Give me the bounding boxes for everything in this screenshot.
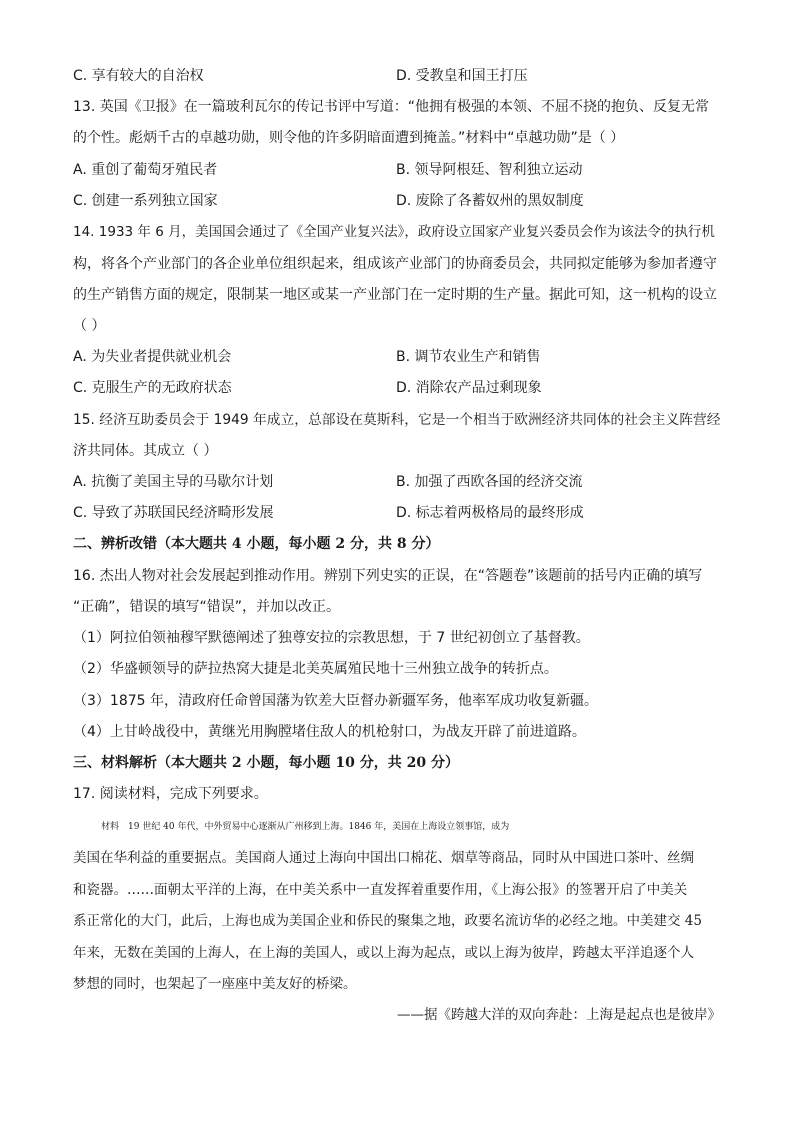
q17-material-line2: 美国在华利益的重要据点。美国商人通过上海向中国出口棉花、烟草等商品，同时从中国进口茶叶、丝绸 bbox=[73, 850, 694, 866]
q13-option-b: B. 领导阿根廷、智利独立运动 bbox=[396, 162, 583, 178]
q12-option-c: C. 享有较大的自治权 bbox=[73, 68, 204, 84]
q14-option-a: A. 为失业者提供就业机会 bbox=[73, 349, 232, 365]
q14-option-d: D. 消除农产品过剩现象 bbox=[396, 380, 542, 396]
q15-option-d: D. 标志着两极格局的最终形成 bbox=[396, 505, 584, 521]
q13-option-a: A. 重创了葡萄牙殖民者 bbox=[73, 162, 218, 178]
q17-material-line6: 梦想的同时，也架起了一座座中美友好的桥梁。 bbox=[73, 976, 357, 992]
q13-option-d: D. 废除了各蓄奴州的黑奴制度 bbox=[396, 193, 584, 209]
q17-stem: 17. 阅读材料，完成下列要求。 bbox=[73, 786, 268, 802]
section2-heading: 二、辨析改错（本大题共 4 小题，每小题 2 分，共 8 分） bbox=[73, 536, 440, 552]
q16-item-1: （1）阿拉伯领袖穆罕默德阐述了独尊安拉的宗教思想，于 7 世纪初创立了基督教。 bbox=[73, 630, 590, 646]
q15-option-b: B. 加强了西欧各国的经济交流 bbox=[396, 474, 583, 490]
q12-option-d: D. 受教皇和国王打压 bbox=[396, 68, 528, 84]
q13-option-c: C. 创建一系列独立国家 bbox=[73, 193, 218, 209]
q17-material-source: ——据《跨越大洋的双向奔赴：上海是起点也是彼岸》 bbox=[397, 1007, 721, 1023]
q14-option-c: C. 克服生产的无政府状态 bbox=[73, 380, 232, 396]
q14-stem-line3: 的生产销售方面的规定，限制某一地区或某一产业部门在一定时期的生产量。据此可知，这一机构的设立 bbox=[73, 287, 717, 303]
q14-option-b: B. 调节农业生产和销售 bbox=[396, 349, 541, 365]
q15-stem-line2: 济共同体。其成立（ ） bbox=[73, 443, 218, 459]
q14-stem-line4: （ ） bbox=[73, 318, 106, 334]
q15-option-c: C. 导致了苏联国民经济畸形发展 bbox=[73, 505, 274, 521]
q16-item-3: （3）1875 年，清政府任命曾国藩为钦差大臣督办新疆军务，他率军成功收复新疆。 bbox=[73, 693, 598, 709]
q16-stem-line1: 16. 杰出人物对社会发展起到推动作用。辨别下列史实的正误，在“答题卷”该题前的括号内正确的填写 bbox=[73, 568, 703, 584]
q17-material-line4: 系正常化的大门，此后，上海也成为美国企业和侨民的聚集之地，政要名流访华的必经之地。中美建交 45 bbox=[73, 913, 702, 929]
q16-item-2: （2）华盛顿领导的萨拉热窝大捷是北美英属殖民地十三州独立战争的转折点。 bbox=[73, 661, 558, 677]
q14-stem-line1: 14. 1933 年 6 月，美国国会通过了《全国产业复兴法》，政府设立国家产业复兴委员会作为该法令的执行机 bbox=[73, 224, 715, 240]
q13-stem-line2: 的个性。彪炳千古的卓越功勋，则令他的许多阴暗面遭到掩盖。”材料中“卓越功勋”是（ ） bbox=[73, 130, 625, 146]
q15-option-a: A. 抗衡了美国主导的马歇尔计划 bbox=[73, 474, 274, 490]
q17-material-line1: 材料 19 世纪 40 年代，中外贸易中心逐渐从广州移到上海。1846 年，美国在上海设立领事馆，成为 bbox=[101, 822, 510, 832]
section3-heading: 三、材料解析（本大题共 2 小题，每小题 10 分，共 20 分） bbox=[73, 755, 459, 771]
q17-material-line3: 和瓷器。……面朝太平洋的上海，在中美关系中一直发挥着重要作用，《上海公报》的签署开启了中美关 bbox=[73, 882, 688, 898]
q16-item-4: （4）上甘岭战役中，黄继光用胸膛堵住敌人的机枪射口，为战友开辟了前进道路。 bbox=[73, 724, 586, 740]
q15-stem-line1: 15. 经济互助委员会于 1949 年成立，总部设在莫斯科，它是一个相当于欧洲经济共同体的社会主义阵营经 bbox=[73, 412, 721, 428]
q13-stem-line1: 13. 英国《卫报》在一篇玻利瓦尔的传记书评中写道：“他拥有极强的本领、不屈不挠的抱负、反复无常 bbox=[73, 99, 709, 115]
q14-stem-line2: 构，将各个产业部门的各企业单位组织起来，组成该产业部门的协商委员会，共同拟定能够为参加者遵守 bbox=[73, 256, 717, 272]
q16-stem-line2: “正确”，错误的填写“错误”，并加以改正。 bbox=[73, 599, 341, 615]
q17-material-line5: 年来，无数在美国的上海人，在上海的美国人，或以上海为起点，或以上海为彼岸，跨越太平洋追逐个人 bbox=[73, 945, 694, 961]
